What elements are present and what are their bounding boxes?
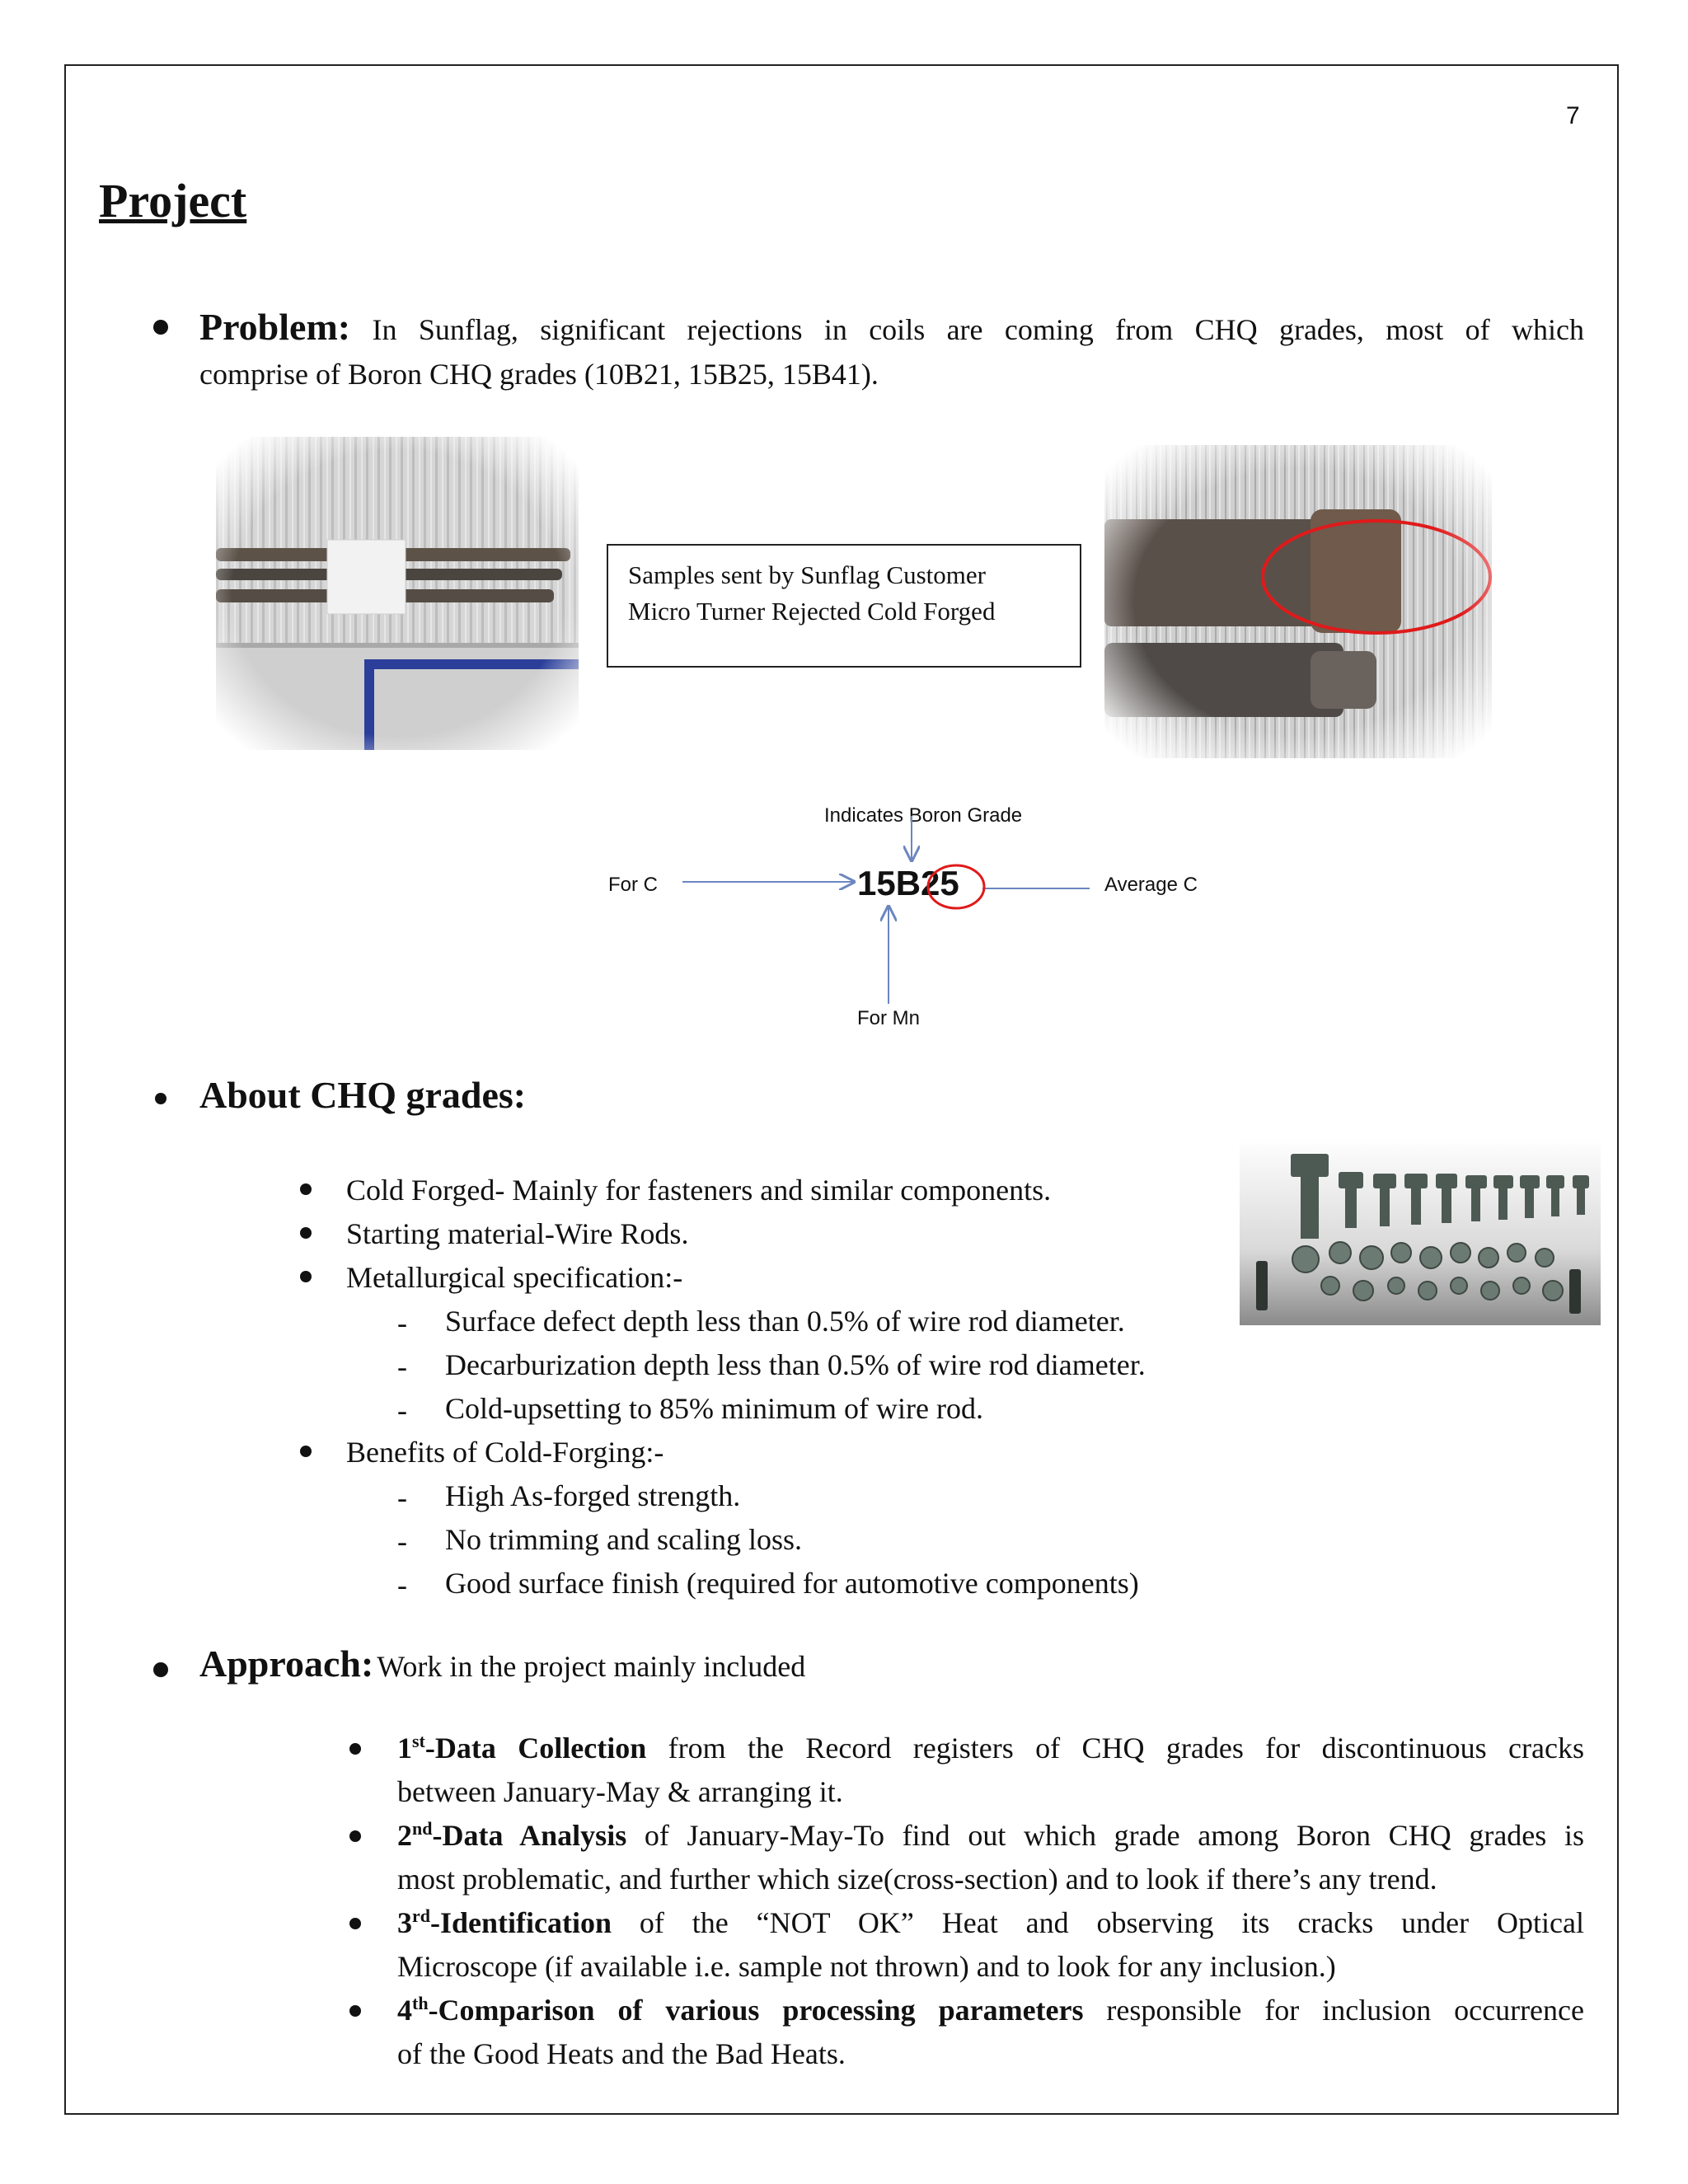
samples-caption-line1: Samples sent by Sunflag Customer xyxy=(628,560,986,589)
benefit-subitem: No trimming and scaling loss. xyxy=(445,1523,802,1556)
bullet-dot-icon xyxy=(349,1830,361,1842)
step-title: -Comparison of various processing parameters xyxy=(428,1994,1084,2027)
problem-text-line2: comprise of Boron CHQ grades (10B21, 15B25, 15B41). xyxy=(199,358,879,391)
step-title: -Data Collection xyxy=(424,1732,647,1765)
step-ordinal-suffix: st xyxy=(412,1731,425,1751)
step-text-line2: between January-May & arranging it. xyxy=(397,1775,843,1808)
dash-marker: - xyxy=(397,1394,407,1427)
spec-subitem: Decarburization depth less than 0.5% of wire rod diameter. xyxy=(445,1348,1146,1381)
benefits-label: Benefits of Cold-Forging:- xyxy=(346,1436,664,1469)
bullet-dot-icon xyxy=(300,1446,312,1457)
bullet-dot-icon xyxy=(155,1093,166,1104)
dash-marker: - xyxy=(397,1306,407,1339)
bullet-dot-icon xyxy=(300,1183,312,1195)
approach-intro: Work in the project mainly included xyxy=(377,1650,806,1683)
dash-marker: - xyxy=(397,1568,407,1601)
dash-marker: - xyxy=(397,1481,407,1514)
step-text-line2: Microscope (if available i.e. sample not thrown) and to look for any inclusion.) xyxy=(397,1950,1336,1983)
step-ordinal: 3 xyxy=(397,1906,412,1939)
samples-caption-line2: Micro Turner Rejected Cold Forged xyxy=(628,597,996,626)
problem-text-line1: In Sunflag, significant rejections in coils are coming from CHQ grades, most of which xyxy=(372,313,1584,346)
benefit-subitem: High As-forged strength. xyxy=(445,1479,741,1512)
bullet-dot-icon xyxy=(349,1743,361,1755)
approach-step xyxy=(397,1727,1584,1814)
dash-marker: - xyxy=(397,1350,407,1383)
bullet-dot-icon xyxy=(300,1227,312,1239)
spec-subitem: Surface defect depth less than 0.5% of wire rod diameter. xyxy=(445,1305,1125,1338)
step-text-line2: of the Good Heats and the Bad Heats. xyxy=(397,2037,846,2070)
benefit-subitem: Good surface finish (required for automotive components) xyxy=(445,1567,1139,1600)
page-title: Project xyxy=(99,174,247,227)
bullet-dot-icon xyxy=(300,1271,312,1282)
step-ordinal: 2 xyxy=(397,1819,412,1852)
fasteners-photo xyxy=(1240,1137,1601,1325)
spec-subitem: Cold-upsetting to 85% minimum of wire rod. xyxy=(445,1392,983,1425)
about-item: Cold Forged- Mainly for fasteners and similar components. xyxy=(346,1174,1052,1207)
step-ordinal-suffix: nd xyxy=(412,1818,433,1839)
step-title: -Identification xyxy=(430,1906,612,1939)
about-heading: About CHQ grades: xyxy=(199,1074,527,1116)
step-ordinal-suffix: th xyxy=(412,1993,429,2013)
bullet-dot-icon xyxy=(349,1918,361,1929)
bullet-dot-icon xyxy=(349,2005,361,2017)
step-text: from the Record registers of CHQ grades for discontinuous cracks xyxy=(646,1732,1584,1765)
step-title: -Data Analysis xyxy=(432,1819,627,1852)
diagram-bottom-label: For Mn xyxy=(857,1007,921,1029)
step-ordinal-suffix: rd xyxy=(412,1905,430,1926)
step-ordinal: 1 xyxy=(397,1732,412,1765)
step-text: responsible for inclusion occurrence xyxy=(1083,1994,1584,2027)
diagram-right-label: Average C xyxy=(1104,874,1198,896)
approach-step xyxy=(397,1901,1584,1989)
about-item: Starting material-Wire Rods. xyxy=(346,1217,689,1250)
about-item: Metallurgical specification:- xyxy=(346,1261,683,1294)
page-number: 7 xyxy=(1566,102,1580,129)
diagram-left-label: For C xyxy=(608,874,658,896)
diagram-grade-code: 15B25 xyxy=(857,864,959,902)
bullet-dot-icon xyxy=(153,1662,168,1677)
dash-marker: - xyxy=(397,1525,407,1558)
step-text: of the “NOT OK” Heat and observing its cracks under Optical xyxy=(612,1906,1584,1939)
approach-line xyxy=(199,1642,805,1685)
step-text-line2: most problematic, and further which size(cross-section) and to look if there’s any trend. xyxy=(397,1863,1437,1896)
approach-label: Approach: xyxy=(199,1643,374,1685)
approach-step xyxy=(397,1989,1584,2076)
approach-step xyxy=(397,1814,1584,1901)
problem-label: Problem: xyxy=(199,306,351,348)
diagram-top-label: Indicates Boron Grade xyxy=(824,804,1023,827)
step-text: of January-May-To find out which grade among Boron CHQ grades is xyxy=(626,1819,1584,1852)
step-ordinal: 4 xyxy=(397,1994,412,2027)
